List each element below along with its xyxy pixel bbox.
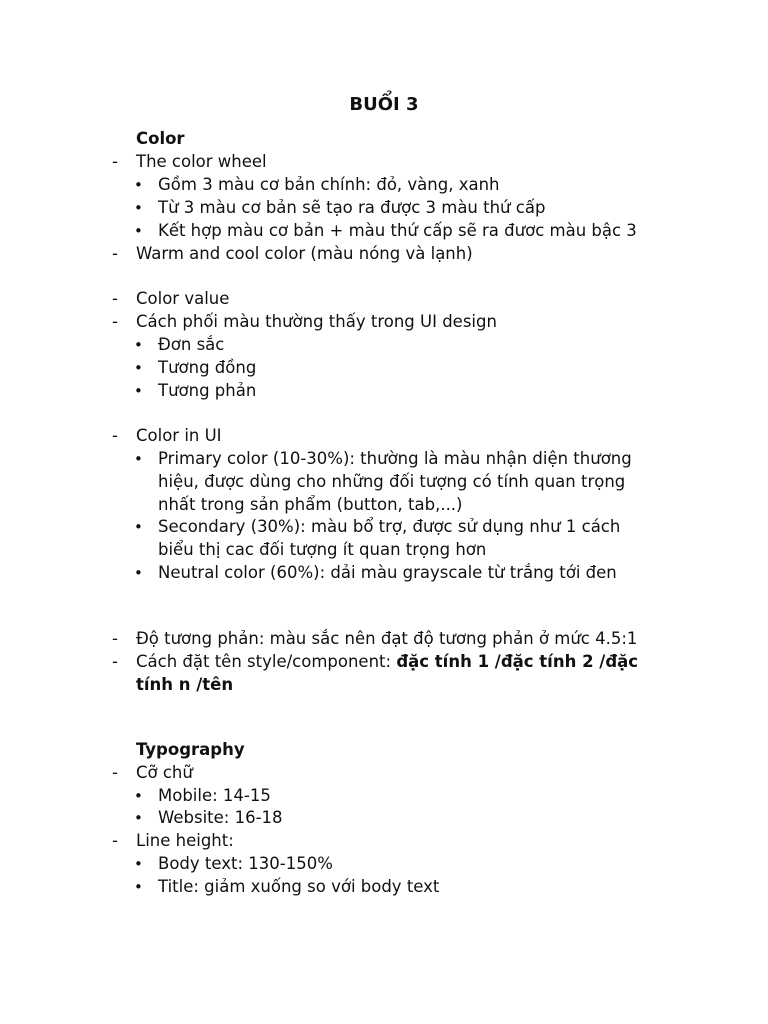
sub-item-primary-line-2: hiệu, được dùng cho những đối tượng có tính quan trọng (158, 472, 626, 491)
dash-marker: - (112, 426, 118, 445)
page-title: BUỔI 3 (349, 94, 419, 115)
bullet-marker: • (134, 336, 143, 354)
item-color-wheel: The color wheel (136, 152, 267, 171)
bullet-marker: • (134, 359, 143, 377)
section-heading-typography: Typography (136, 740, 245, 759)
sub-item-font-size-mobile: Mobile: 14-15 (158, 786, 271, 805)
dash-marker: - (112, 629, 118, 648)
item-naming (136, 651, 638, 673)
sub-item-secondary-line-2: biểu thị cac đối tượng ít quan trọng hơn (158, 540, 487, 559)
sub-item-combo-1: Đơn sắc (158, 335, 225, 354)
naming-pattern: đặc tính 1 /đặc tính 2 /đặc (396, 652, 639, 671)
bullet-marker: • (134, 176, 143, 194)
sub-item-font-size-website: Website: 16-18 (158, 808, 283, 827)
bullet-marker: • (134, 450, 143, 468)
bullet-marker: • (134, 222, 143, 240)
dash-marker: - (112, 312, 118, 331)
sub-item-primary-line-3: nhất trong sản phẩm (button, tab,...) (158, 495, 463, 514)
item-line-height: Line height: (136, 831, 234, 850)
bullet-marker: • (134, 809, 143, 827)
bullet-marker: • (134, 199, 143, 217)
item-color-combos: Cách phối màu thường thấy trong UI design (136, 312, 497, 331)
bullet-marker: • (134, 855, 143, 873)
sub-item-line-height-body: Body text: 130-150% (158, 854, 333, 873)
item-font-size: Cỡ chữ (136, 763, 193, 782)
sub-item-line-height-title: Title: giảm xuống so với body text (158, 877, 440, 896)
naming-pattern-cont: tính n /tên (136, 675, 234, 694)
dash-marker: - (112, 763, 118, 782)
naming-prefix: Cách đặt tên style/component: (136, 652, 397, 671)
dash-marker: - (112, 289, 118, 308)
sub-item-color-wheel-2: Từ 3 màu cơ bản sẽ tạo ra được 3 màu thứ cấp (158, 198, 546, 217)
sub-item-secondary-line-1: Secondary (30%): màu bổ trợ, được sử dụng như 1 cách (158, 517, 621, 536)
sub-item-color-wheel-3: Kết hợp màu cơ bản + màu thứ cấp sẽ ra đươc màu bậc 3 (158, 221, 637, 240)
sub-item-combo-2: Tương đồng (158, 358, 257, 377)
item-warm-cool: Warm and cool color (màu nóng và lạnh) (136, 244, 473, 263)
sub-item-neutral: Neutral color (60%): dải màu grayscale từ trắng tới đen (158, 563, 617, 582)
bullet-marker: • (134, 518, 143, 536)
dash-marker: - (112, 152, 118, 171)
sub-item-combo-3: Tương phản (158, 381, 257, 400)
item-color-value: Color value (136, 289, 230, 308)
dash-marker: - (112, 652, 118, 671)
bullet-marker: • (134, 787, 143, 805)
dash-marker: - (112, 244, 118, 263)
item-color-in-ui: Color in UI (136, 426, 222, 445)
bullet-marker: • (134, 564, 143, 582)
item-contrast: Độ tương phản: màu sắc nên đạt độ tương phản ở mức 4.5:1 (136, 629, 638, 648)
sub-item-primary-line-1: Primary color (10-30%): thường là màu nhận diện thương (158, 449, 632, 468)
bullet-marker: • (134, 878, 143, 896)
section-heading-color: Color (136, 129, 185, 148)
sub-item-color-wheel-1: Gồm 3 màu cơ bản chính: đỏ, vàng, xanh (158, 175, 500, 194)
dash-marker: - (112, 831, 118, 850)
bullet-marker: • (134, 382, 143, 400)
